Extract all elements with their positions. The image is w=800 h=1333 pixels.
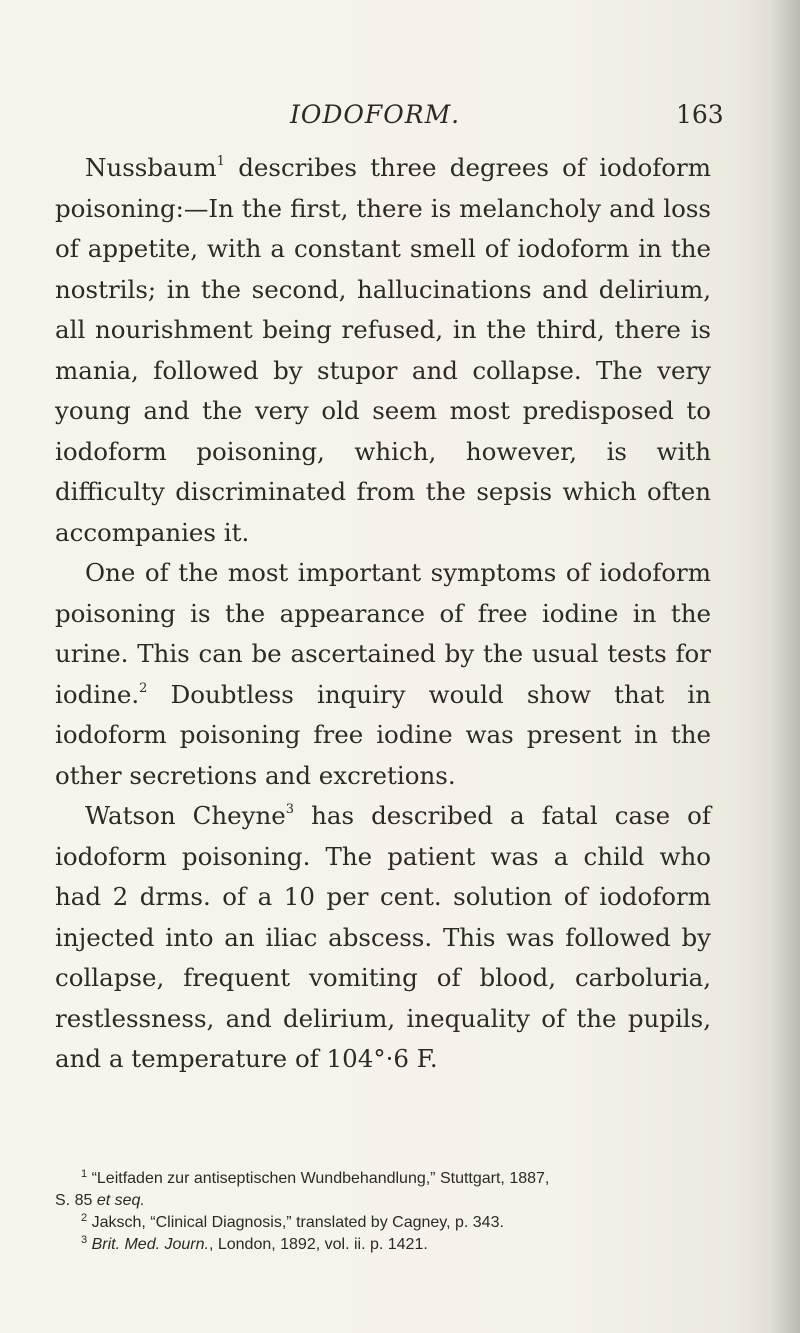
body-text	[55, 148, 711, 1080]
footnote-ref-3: 3	[285, 802, 295, 817]
footnote-2-mark: 2	[81, 1212, 88, 1224]
footnote-ref-2: 2	[139, 680, 148, 696]
footnote-1-text: “Leitfaden zur antiseptischen Wundbehandlung,” Stuttgart, 1887,	[87, 1170, 550, 1187]
header-title: IODOFORM.	[290, 100, 461, 129]
page-number: 163	[676, 100, 724, 129]
footnote-3-text: , London, 1892, vol. ii. p. 1421.	[208, 1236, 428, 1253]
footnote-1-mark: 1	[81, 1168, 88, 1180]
p1-author: Nussbaum	[85, 153, 217, 182]
p2-text-b: Doubtless inquiry would show that in iodoform poisoning free iodine was present in the other secretions and excretions.	[55, 679, 711, 790]
page-edge-shadow	[770, 0, 800, 1333]
footnote-1	[55, 1168, 711, 1190]
p1-text: describes three degrees of iodoform poisoning:—In the first, there is melancholy and loss of appetite, with a constant smell of iodoform in the nostrils; in the second, hallucinations and delirium, all nourishment being refused, in the third, there is mania, followed by stupor and collapse. The very young and the very old seem most predisposed to iodoform poisoning, which, however, is with difficulty discriminated from the sepsis which often accompanies it.	[55, 153, 711, 547]
footnote-2-text: Jaksch, “Clinical Diagnosis,” translated by Cagney, p. 343.	[87, 1214, 504, 1231]
footnote-3-italic: Brit. Med. Journ.	[87, 1236, 209, 1253]
footnote-2	[55, 1212, 711, 1234]
footnote-1-cont-italic: et seq.	[96, 1192, 145, 1209]
footnote-3-mark: 3	[81, 1234, 88, 1246]
footnote-1-cont-text: S. 85	[55, 1192, 97, 1209]
paragraph-2	[55, 553, 711, 796]
paragraph-3	[55, 796, 711, 1080]
p2-text-a: One of the most important symptoms of iodoform poisoning is the appearance of free iodine in the urine. This can be ascertained by the usual tests for iodine.	[55, 558, 711, 709]
footnote-3	[55, 1234, 711, 1256]
p3-text: has described a fatal case of iodoform poisoning. The patient was a child who had 2 drms. of a 10 per cent. solution of iodoform injected into an iliac abscess. This was followed by collapse, frequent vomiting of blood, carboluria, restlessness, and delirium, inequality of the pupils, and a temperature of 104°·6 F.	[55, 801, 711, 1073]
p3-author: Watson Cheyne	[85, 801, 286, 830]
footnotes	[55, 1168, 711, 1256]
paragraph-1	[55, 148, 711, 553]
footnote-1-continuation	[55, 1190, 711, 1212]
footnote-ref-1: 1	[216, 154, 225, 169]
running-head	[0, 100, 800, 140]
